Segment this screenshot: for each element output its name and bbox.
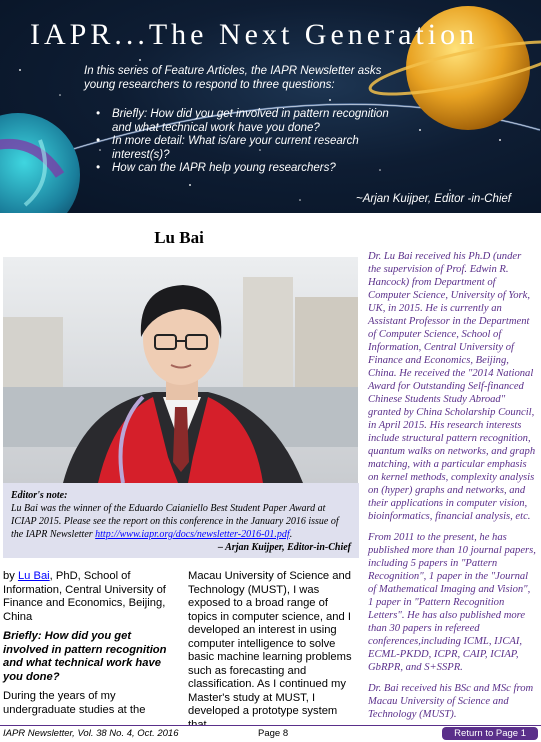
bio-paragraph: Dr. Lu Bai received his Ph.D (under the supervision of Prof. Edwin R. Hancock) from Department of Computer Science, University of York, UK, in 2015. He is currently an Assistant Professor in the Department of Computer Science, School of Information, Central University of Finance and Economics, Beijing, China. He received the "2014 National Award for Outstanding Self-financed Chinese Students Study Abroad" granted by China Scholarship Council, in April 2015. His research interests include structural pattern recognition, quantum walks on networks, and graph matching, with a particular emphasis on kernel methods, complexity analysis on (hyper) graphs and networks, and their applications in computer vision, bioinformatics, financial analysis, etc.	[368, 251, 536, 522]
byline-affiliation: , PhD, School of Information, Central University of Finance and Economics, Beijing, China	[3, 570, 166, 623]
return-to-page-1-button[interactable]: Return to Page 1	[442, 727, 538, 740]
question-list	[96, 108, 396, 176]
article-column-2	[188, 570, 358, 738]
byline	[3, 570, 173, 624]
note-signature: – Arjan Kuijper, Editor-in-Chief	[218, 542, 351, 553]
article-paragraph: During the years of my undergraduate studies at the	[3, 690, 146, 716]
bio-paragraph: From 2011 to the present, he has published more than 10 journal papers, including 5 papers in "Pattern Recognition", 1 paper in the "Journal of Mathematical Imaging and Vision", 1 paper in "Pattern Recognition Letters". He has also published more than 30 papers in refereed conferences,including ICML, IJCAI, ECML-PKDD, ICPR, CAIP, ICIAP, GbRPR, and S+SSPR.	[368, 532, 536, 673]
feature-banner	[0, 0, 541, 213]
question-item: • In more detail: What is/are your current research interest(s)?	[96, 135, 396, 162]
page-footer	[0, 725, 541, 741]
issue-info: IAPR Newsletter, Vol. 38 No. 4, Oct. 2016	[3, 728, 179, 739]
note-text: Lu Bai was the winner of the Eduardo Caianiello Best Student Paper Award at ICIAP 2015. Please see the report on this conference in the January 2016 issue of the IAPR Newsletter	[11, 503, 339, 540]
bio-sidebar	[368, 250, 536, 729]
note-body	[11, 502, 351, 541]
question-heading: Briefly: How did you get involved in pattern recognition and what technical work have you done?	[3, 630, 167, 683]
article-paragraph: Macau University of Science and Technology (MUST), I was exposed to a broad range of topics in computer science, and I developed an interest in using computer intelligence to solve basic machine learning problems such as forecasting and classification. As I continued my Master's study at MUST, I developed a prototype system	[188, 570, 352, 717]
person-name-heading: Lu Bai	[154, 228, 204, 247]
portrait-photo	[3, 257, 358, 483]
byline-prefix: by	[3, 570, 18, 582]
question-item: • How can the IAPR help young researchers?	[96, 162, 396, 176]
note-title: Editor's note:	[11, 490, 68, 501]
banner-intro: In this series of Feature Articles, the IAPR Newsletter asks young researchers to respond to three questions:	[84, 65, 382, 91]
article-column-1	[3, 570, 173, 723]
editors-note	[3, 483, 359, 558]
banner-title: IAPR...The Next Generation	[30, 18, 479, 51]
bio-paragraph: Dr. Bai received his BSc and MSc from Macau University of Science and Technology (MUST).	[368, 683, 534, 720]
banner-editor-signature: ~Arjan Kuijper, Editor -in-Chief	[355, 193, 511, 205]
author-link[interactable]: Lu Bai	[17, 570, 50, 582]
note-text-end: .	[289, 529, 293, 540]
page-number: Page 8	[258, 728, 289, 739]
newsletter-link[interactable]: http://www.iapr.org/docs/newsletter-2016-01.pdf	[95, 529, 290, 540]
question-item: • Briefly: How did you get involved in pattern recognition and what technical work have you done?	[96, 108, 396, 135]
